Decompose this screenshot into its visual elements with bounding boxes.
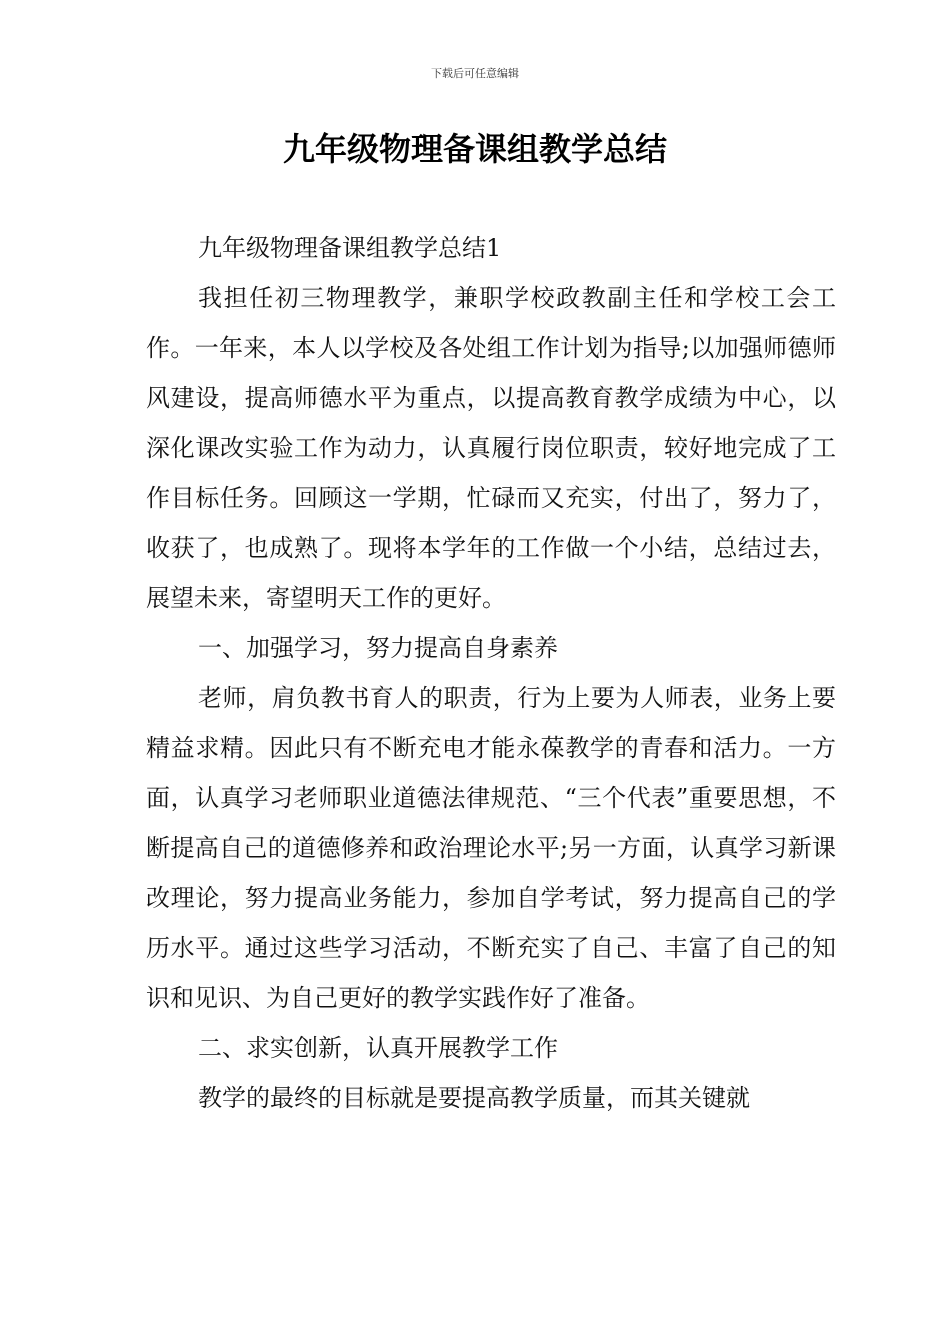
header-note: 下载后可任意编辑 [431, 67, 519, 80]
body-paragraph: 老师，肩负教书育人的职责，行为上要为人师表，业务上要精益求精。因此只有不断充电才能永葆教学的青春和活力。一方面，认真学习老师职业道德法律规范、“三个代表”重要思想，不断提高自己的道德修养和政治理论水平;另一方面，认真学习新课改理论，努力提高业务能力，参加自学考试，努力提高自己的学历水平。通过这些学习活动，不断充实了自己、丰富了自己的知识和见识、为自己更好的教学实践作好了准备。 [146, 684, 836, 1012]
section-heading: 九年级物理备课组教学总结1 [198, 234, 502, 262]
body-paragraph: 我担任初三物理教学，兼职学校政教副主任和学校工会工作。一年来，本人以学校及各处组工作计划为指导;以加强师德师风建设，提高师德水平为重点，以提高教育教学成绩为中心，以深化课改实验工作为动力，认真履行岗位职责，较好地完成了工作目标任务。回顾这一学期，忙碌而又充实，付出了，努力了，收获了，也成熟了。现将本学年的工作做一个小结，总结过去，展望未来，寄望明天工作的更好。 [146, 284, 836, 612]
section-heading: 一、加强学习，努力提高自身素养 [198, 634, 558, 662]
body-paragraph: 教学的最终的目标就是要提高教学质量，而其关键就 [198, 1084, 750, 1112]
document-title: 九年级物理备课组教学总结 [282, 130, 667, 168]
document-body [146, 223, 836, 1123]
section-heading: 二、求实创新，认真开展教学工作 [198, 1034, 558, 1062]
